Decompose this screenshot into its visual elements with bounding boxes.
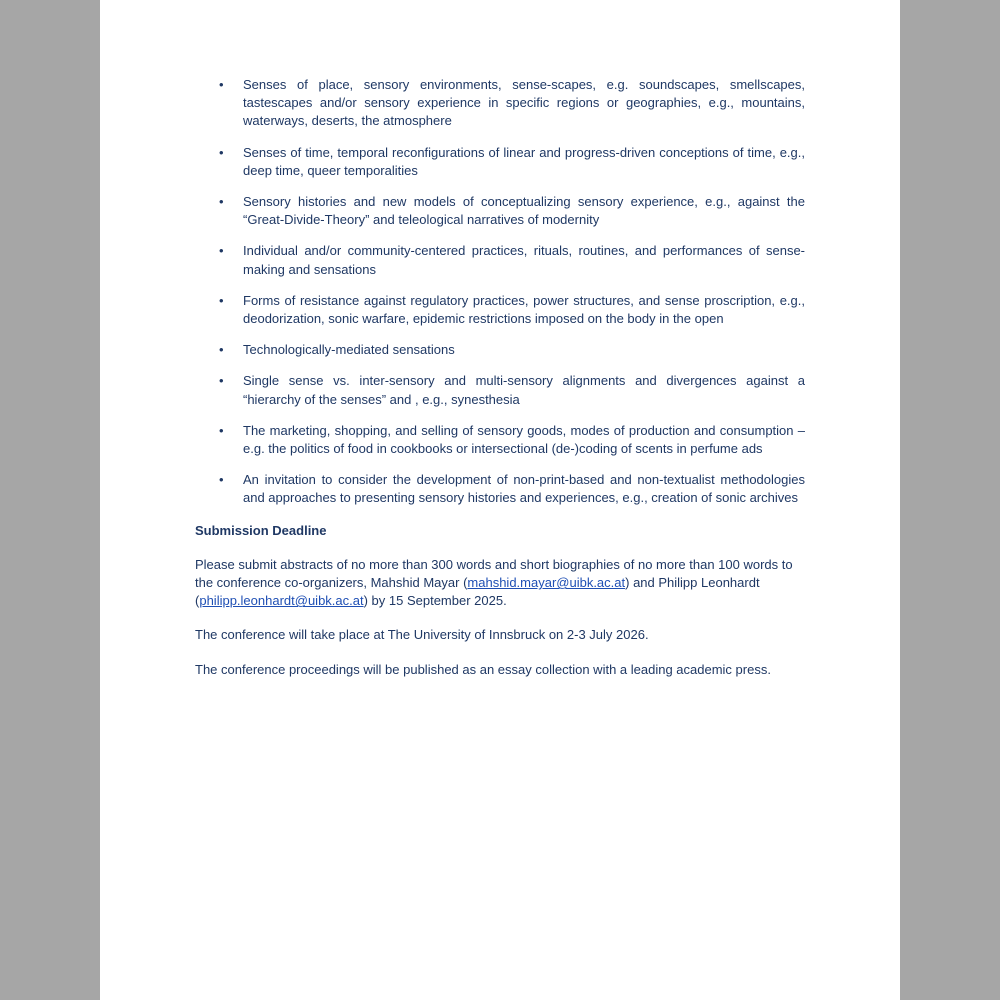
bullet-icon: • bbox=[219, 243, 224, 259]
list-item: • Senses of place, sensory environments, sense-scapes, e.g. soundscapes, smellscapes, tastescapes and/or sensory experience in specific regions or geographies, e.g., mountains, waterways, deserts, the atmosphere bbox=[219, 77, 805, 129]
bullet-icon: • bbox=[219, 77, 224, 92]
list-item: • Single sense vs. inter-sensory and multi-sensory alignments and divergences against a “hierarchy of the senses” and , e.g., synesthesia bbox=[219, 373, 805, 407]
bullet-icon: • bbox=[219, 292, 224, 308]
document-page bbox=[100, 0, 900, 1000]
list-item: • The marketing, shopping, and selling of sensory goods, modes of production and consumption – e.g. the politics of food in cookbooks or intersectional (de-)coding of scents in perfume ads bbox=[219, 422, 805, 457]
list-item: • Technologically-mediated sensations bbox=[195, 341, 805, 359]
bullet-icon: • bbox=[219, 422, 224, 438]
bullet-icon: • bbox=[219, 194, 224, 210]
list-item: • Sensory histories and new models of conceptualizing sensory experience, e.g., against the “Great-Divide-Theory” and teleological narratives of modernity bbox=[219, 194, 805, 228]
bullet-icon: • bbox=[219, 472, 224, 488]
bullet-icon: • bbox=[219, 144, 224, 160]
bullet-icon: • bbox=[219, 342, 224, 358]
section-heading: Submission Deadline bbox=[195, 522, 327, 538]
email-link-leonhardt[interactable]: philipp.leonhardt@uibk.ac.at bbox=[199, 593, 364, 609]
venue-paragraph: The conference will take place at The University of Innsbruck on 2-3 July 2026. bbox=[195, 627, 649, 643]
document-content bbox=[195, 76, 805, 695]
list-item: • Senses of time, temporal reconfigurations of linear and progress-driven conceptions of time, e.g., deep time, queer temporalities bbox=[219, 144, 805, 178]
list-item: • An invitation to consider the development of non-print-based and non-textualist methodologies and approaches to presenting sensory histories and experiences, e.g., creation of sonic archives bbox=[219, 472, 805, 506]
email-link-mayar[interactable]: mahshid.mayar@uibk.ac.at bbox=[467, 575, 626, 591]
list-item: • Forms of resistance against regulatory practices, power structures, and sense proscription, e.g., deodorization, sonic warfare, epidemic restrictions imposed on the body in the open bbox=[219, 292, 805, 327]
list-item: • Individual and/or community-centered practices, rituals, routines, and performances of sense-making and sensations bbox=[219, 243, 805, 277]
bullet-icon: • bbox=[219, 373, 224, 389]
submission-paragraph: Please submit abstracts of no more than 300 words and short biographies of no more than 100 words to the conference co-organizers, Mahshid Mayar (mahshid.mayar@uibk.ac.at) and Philipp Leonhardt (philipp.leonhardt@uibk.ac.at) by 15 September 2025. bbox=[195, 556, 793, 609]
proceedings-paragraph: The conference proceedings will be published as an essay collection with a leading academic press. bbox=[195, 661, 771, 677]
topic-list bbox=[195, 76, 805, 508]
